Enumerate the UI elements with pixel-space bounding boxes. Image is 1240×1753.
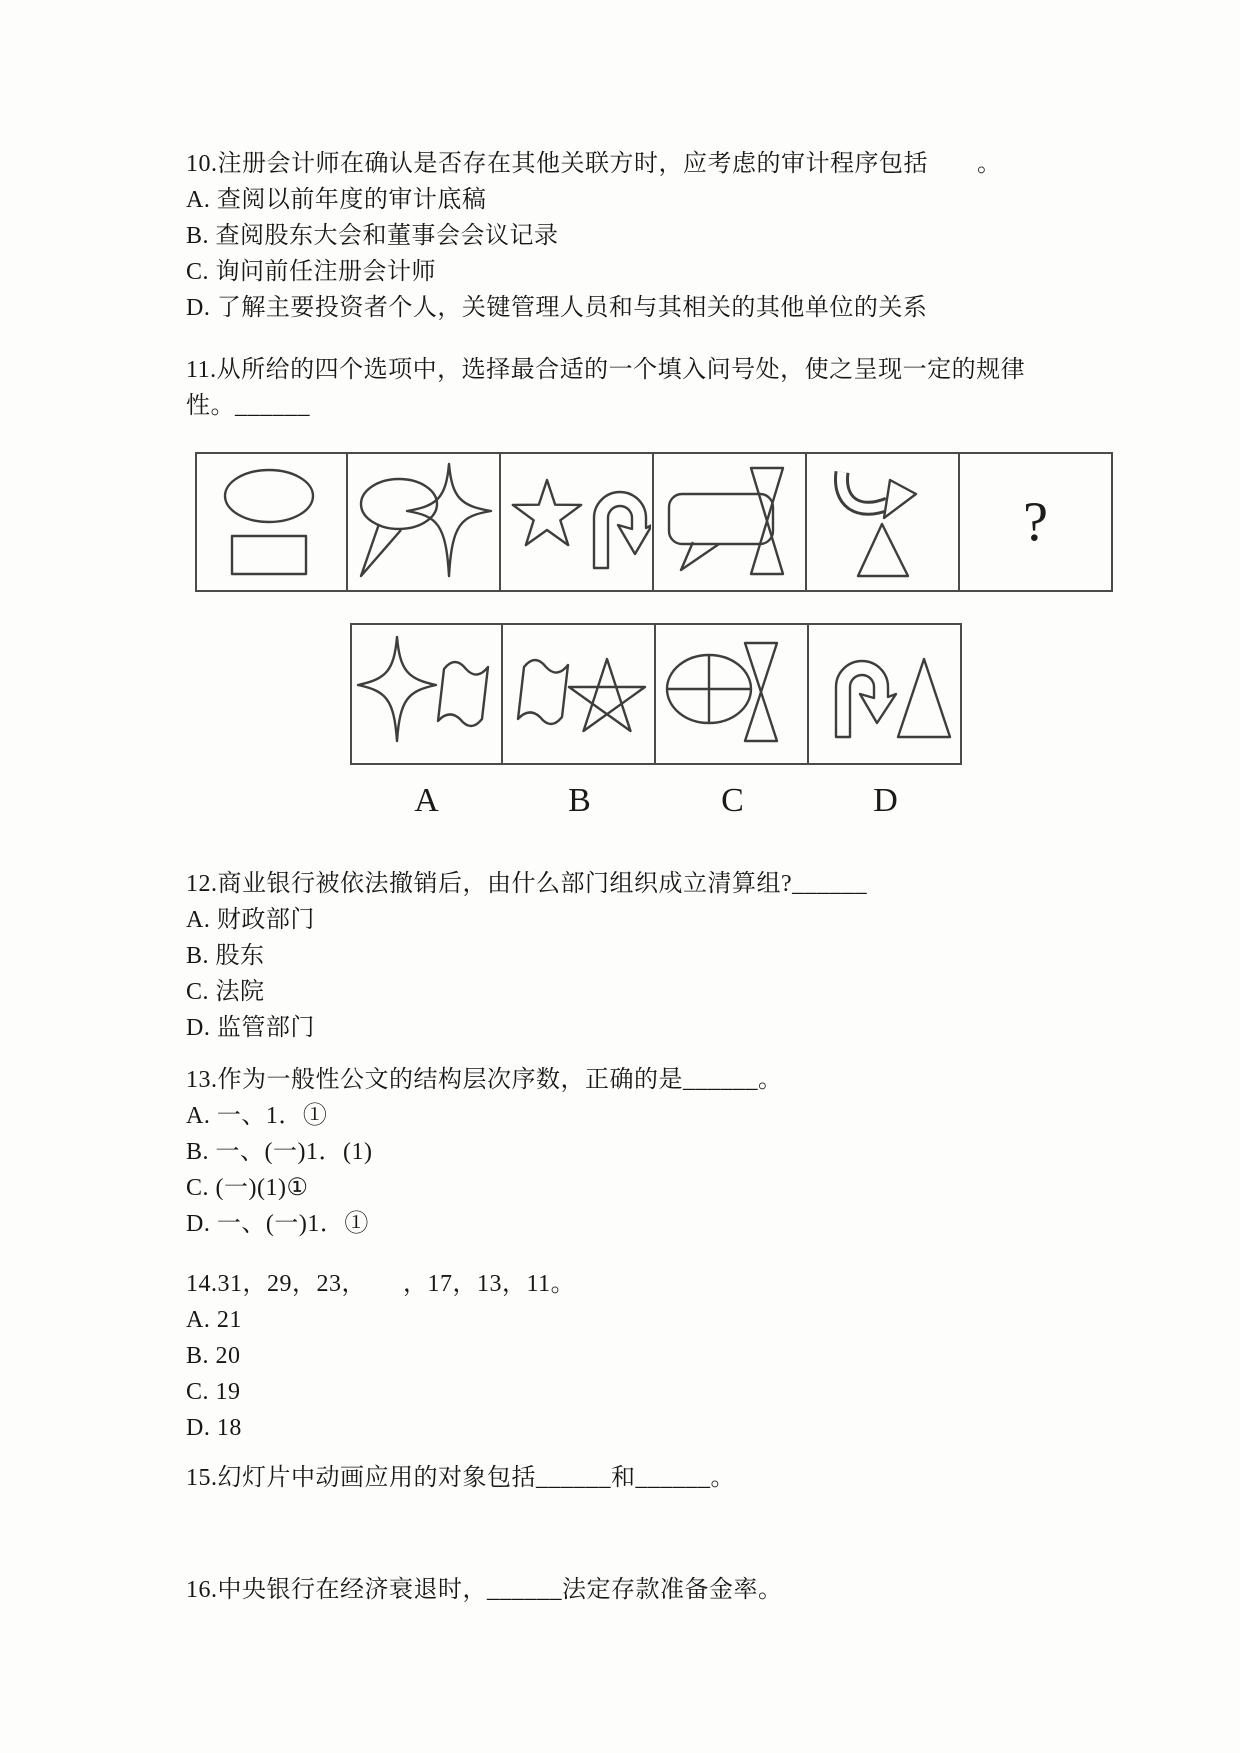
question-10-option-b: B. 查阅股东大会和董事会会议记录 — [186, 223, 559, 249]
question-13-option-b: B. 一、(一)1．(1) — [186, 1139, 373, 1165]
question-12-title: 12.商业银行被依法撤销后，由什么部门组织成立清算组?______ — [186, 871, 868, 897]
question-12 — [186, 866, 1196, 1046]
figure-sequence-row — [195, 452, 1113, 592]
hook-arrow-shape — [594, 492, 651, 568]
figure-answer-labels — [350, 782, 962, 820]
crossed-ellipse-and-bowtie-figure — [657, 625, 806, 763]
four-point-star-shape — [407, 464, 491, 576]
figure-option-d — [809, 623, 962, 765]
question-11 — [186, 352, 1196, 424]
question-12-option-c: C. 法院 — [186, 979, 265, 1005]
speech-bubble-and-four-point-star-figure — [349, 456, 498, 588]
rounded-speech-bubble-shape — [669, 494, 773, 544]
question-13-option-d: D. 一、(一)1．① — [186, 1211, 369, 1237]
flag-shape — [438, 662, 488, 726]
curved-arrow-head — [884, 480, 916, 518]
triangle-shape — [898, 659, 950, 737]
ellipse-and-rectangle-figure — [197, 456, 346, 588]
five-point-star-shape — [513, 480, 581, 545]
answer-label-a: A — [414, 782, 439, 819]
speech-bubble-tail — [361, 524, 401, 576]
figure-cell-1 — [195, 452, 348, 592]
question-14-option-d: D. 18 — [186, 1415, 242, 1441]
question-mark-glyph: ? — [1023, 491, 1048, 553]
question-11-title-line2: 性。______ — [186, 393, 310, 419]
answer-label-d: D — [873, 782, 898, 819]
question-14-title: 14.31，29，23， ，17，13，11。 — [186, 1271, 576, 1297]
figure-option-a — [350, 623, 503, 765]
question-10-title: 10.注册会计师在确认是否存在其他关联方时，应考虑的审计程序包括 。 — [186, 151, 1002, 177]
question-14-option-c: C. 19 — [186, 1379, 241, 1405]
question-14-option-a: A. 21 — [186, 1307, 242, 1333]
figure-cell-5 — [807, 452, 960, 592]
flag-shape — [518, 660, 568, 724]
figure-options-row — [350, 623, 962, 765]
question-16 — [186, 1572, 1196, 1608]
question-15-title: 15.幻灯片中动画应用的对象包括______和______。 — [186, 1465, 735, 1491]
rounded-speech-bubble-and-bowtie-figure — [655, 456, 804, 588]
figure-option-c — [656, 623, 809, 765]
question-14 — [186, 1266, 1196, 1446]
speech-bubble-tail — [681, 542, 719, 570]
figure-cell-question — [960, 452, 1113, 592]
hook-arrow-shape — [836, 661, 896, 737]
question-15 — [186, 1460, 1196, 1496]
triangle-shape — [858, 524, 908, 576]
question-12-option-b: B. 股东 — [186, 943, 265, 969]
flag-and-pentagram-figure — [504, 625, 653, 763]
answer-label-b: B — [568, 782, 591, 819]
question-12-option-d: D. 监管部门 — [186, 1015, 315, 1041]
question-14-option-b: B. 20 — [186, 1343, 241, 1369]
four-point-star-shape — [358, 637, 436, 741]
question-11-title-line1: 11.从所给的四个选项中，选择最合适的一个填入问号处，使之呈现一定的规律 — [186, 357, 1026, 383]
question-13-option-a: A. 一、1．① — [186, 1103, 328, 1129]
question-10-option-a: A. 查阅以前年度的审计底稿 — [186, 187, 487, 213]
five-point-star-and-hook-arrow-figure — [502, 456, 651, 588]
pentagram-shape — [569, 659, 645, 731]
question-10 — [186, 146, 1196, 326]
question-12-option-a: A. 财政部门 — [186, 907, 315, 933]
rectangle-shape — [232, 536, 306, 574]
speech-bubble-shape — [361, 479, 437, 529]
hook-arrow-and-triangle-figure — [810, 625, 959, 763]
question-13-option-c: C. (一)(1)① — [186, 1175, 309, 1201]
question-10-option-c: C. 询问前任注册会计师 — [186, 259, 437, 285]
question-10-option-d: D. 了解主要投资者个人，关键管理人员和与其相关的其他单位的关系 — [186, 295, 928, 321]
bowtie-shape — [751, 468, 783, 574]
curved-arrow-and-triangle-figure — [808, 456, 957, 588]
question-13 — [186, 1062, 1196, 1242]
ellipse-shape — [225, 470, 313, 522]
figure-cell-2 — [348, 452, 501, 592]
question-13-title: 13.作为一般性公文的结构层次序数，正确的是______。 — [186, 1067, 783, 1093]
figure-option-b — [503, 623, 656, 765]
figure-cell-4 — [654, 452, 807, 592]
four-point-star-and-flag-figure — [352, 625, 501, 763]
figure-cell-3 — [501, 452, 654, 592]
answer-label-c: C — [721, 782, 744, 819]
question-16-title: 16.中央银行在经济衰退时，______法定存款准备金率。 — [186, 1577, 783, 1603]
